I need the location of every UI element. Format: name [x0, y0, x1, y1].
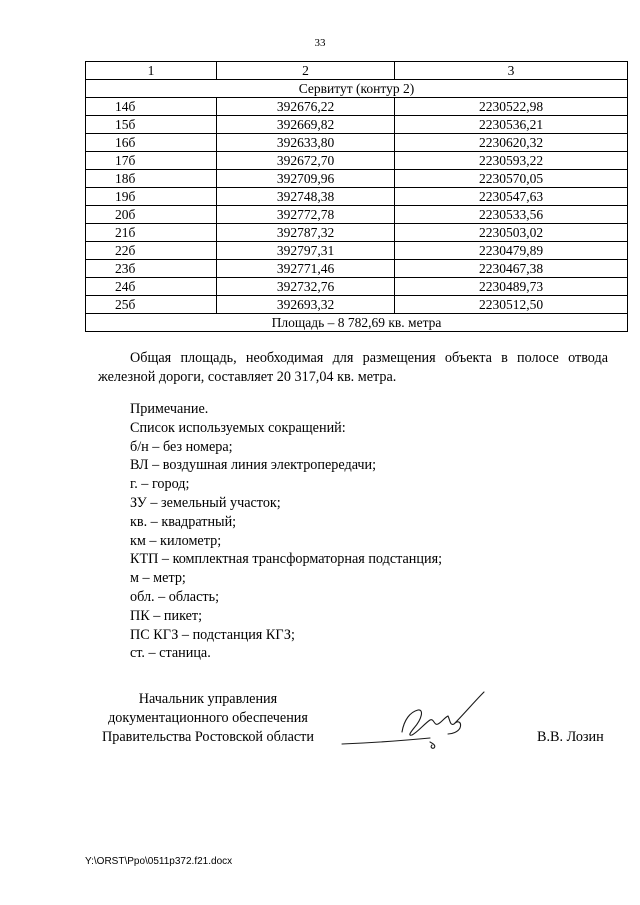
coordinates-table	[85, 61, 628, 332]
table-row	[86, 242, 628, 260]
coord-x: 392771,46	[217, 260, 395, 278]
coord-x: 392748,38	[217, 188, 395, 206]
area-row	[86, 314, 628, 332]
abbreviation-item: м – метр;	[130, 570, 186, 587]
coord-y: 2230522,98	[395, 98, 628, 116]
area-total: Площадь – 8 782,69 кв. метра	[86, 314, 628, 332]
point-id: 18б	[86, 170, 217, 188]
header-cell: 2	[217, 62, 395, 80]
abbreviations-title: Список используемых сокращений:	[130, 419, 346, 436]
coord-y: 2230479,89	[395, 242, 628, 260]
point-id: 15б	[86, 116, 217, 134]
abbreviation-item: КТП – комплектная трансформаторная подстанция;	[130, 551, 443, 568]
coord-y: 2230547,63	[395, 188, 628, 206]
handwritten-signature	[338, 686, 498, 756]
signer-title	[88, 690, 328, 747]
coord-x: 392669,82	[217, 116, 395, 134]
coord-x: 392709,96	[217, 170, 395, 188]
coord-y: 2230536,21	[395, 116, 628, 134]
table-row	[86, 170, 628, 188]
point-id: 17б	[86, 152, 217, 170]
coord-x: 392732,76	[217, 278, 395, 296]
point-id: 25б	[86, 296, 217, 314]
abbreviation-item: ст. – станица.	[130, 645, 211, 662]
table-row	[86, 98, 628, 116]
abbreviation-item: кв. – квадратный;	[130, 513, 237, 530]
coord-y: 2230467,38	[395, 260, 628, 278]
point-id: 14б	[86, 98, 217, 116]
table-row	[86, 260, 628, 278]
abbreviation-item: обл. – область;	[130, 588, 220, 605]
abbreviation-item: г. – город;	[130, 476, 190, 493]
table-row	[86, 206, 628, 224]
signer-name: В.В. Лозин	[537, 729, 604, 745]
signer-title-line: Начальник управления	[138, 691, 278, 707]
coord-y: 2230512,50	[395, 296, 628, 314]
point-id: 19б	[86, 188, 217, 206]
coord-x: 392693,32	[217, 296, 395, 314]
abbreviation-item: ПС КГЗ – подстанция КГЗ;	[130, 626, 295, 643]
coord-x: 392797,31	[217, 242, 395, 260]
coord-x: 392633,80	[217, 134, 395, 152]
coord-y: 2230593,22	[395, 152, 628, 170]
notes-section	[130, 400, 600, 663]
coord-y: 2230620,32	[395, 134, 628, 152]
coord-x: 392676,22	[217, 98, 395, 116]
table-row	[86, 224, 628, 242]
table-row	[86, 296, 628, 314]
section-title: Сервитут (контур 2)	[86, 80, 628, 98]
abbreviation-item: ЗУ – земельный участок;	[130, 494, 281, 511]
point-id: 21б	[86, 224, 217, 242]
table-header-row	[86, 62, 628, 80]
table-row	[86, 134, 628, 152]
table-row	[86, 188, 628, 206]
coord-y: 2230533,56	[395, 206, 628, 224]
point-id: 24б	[86, 278, 217, 296]
point-id: 22б	[86, 242, 217, 260]
abbreviation-item: ВЛ – воздушная линия электропередачи;	[130, 457, 377, 474]
header-cell: 1	[86, 62, 217, 80]
coord-x: 392772,78	[217, 206, 395, 224]
section-title-row	[86, 80, 628, 98]
signer-title-line: Правительства Ростовской области	[102, 729, 314, 745]
table-row	[86, 278, 628, 296]
summary-paragraph: Общая площадь, необходимая для размещения объекта в полосе отвода железной дороги, составляет 20 317,04 кв. метра.	[98, 350, 608, 385]
page-number: 33	[314, 37, 326, 49]
signer-title-line: документационного обеспечения	[108, 710, 308, 726]
abbreviation-item: км – километр;	[130, 532, 222, 549]
table-row	[86, 152, 628, 170]
header-cell: 3	[395, 62, 628, 80]
file-path-footer: Y:\ORST\Ppo\0511p372.f21.docx	[85, 856, 233, 867]
point-id: 16б	[86, 134, 217, 152]
table-row	[86, 116, 628, 134]
coord-y: 2230489,73	[395, 278, 628, 296]
point-id: 23б	[86, 260, 217, 278]
coord-x: 392672,70	[217, 152, 395, 170]
coord-x: 392787,32	[217, 224, 395, 242]
notes-title: Примечание.	[130, 401, 209, 417]
coord-y: 2230570,05	[395, 170, 628, 188]
abbreviation-item: ПК – пикет;	[130, 607, 203, 624]
coord-y: 2230503,02	[395, 224, 628, 242]
abbreviation-item: б/н – без номера;	[130, 438, 233, 455]
point-id: 20б	[86, 206, 217, 224]
